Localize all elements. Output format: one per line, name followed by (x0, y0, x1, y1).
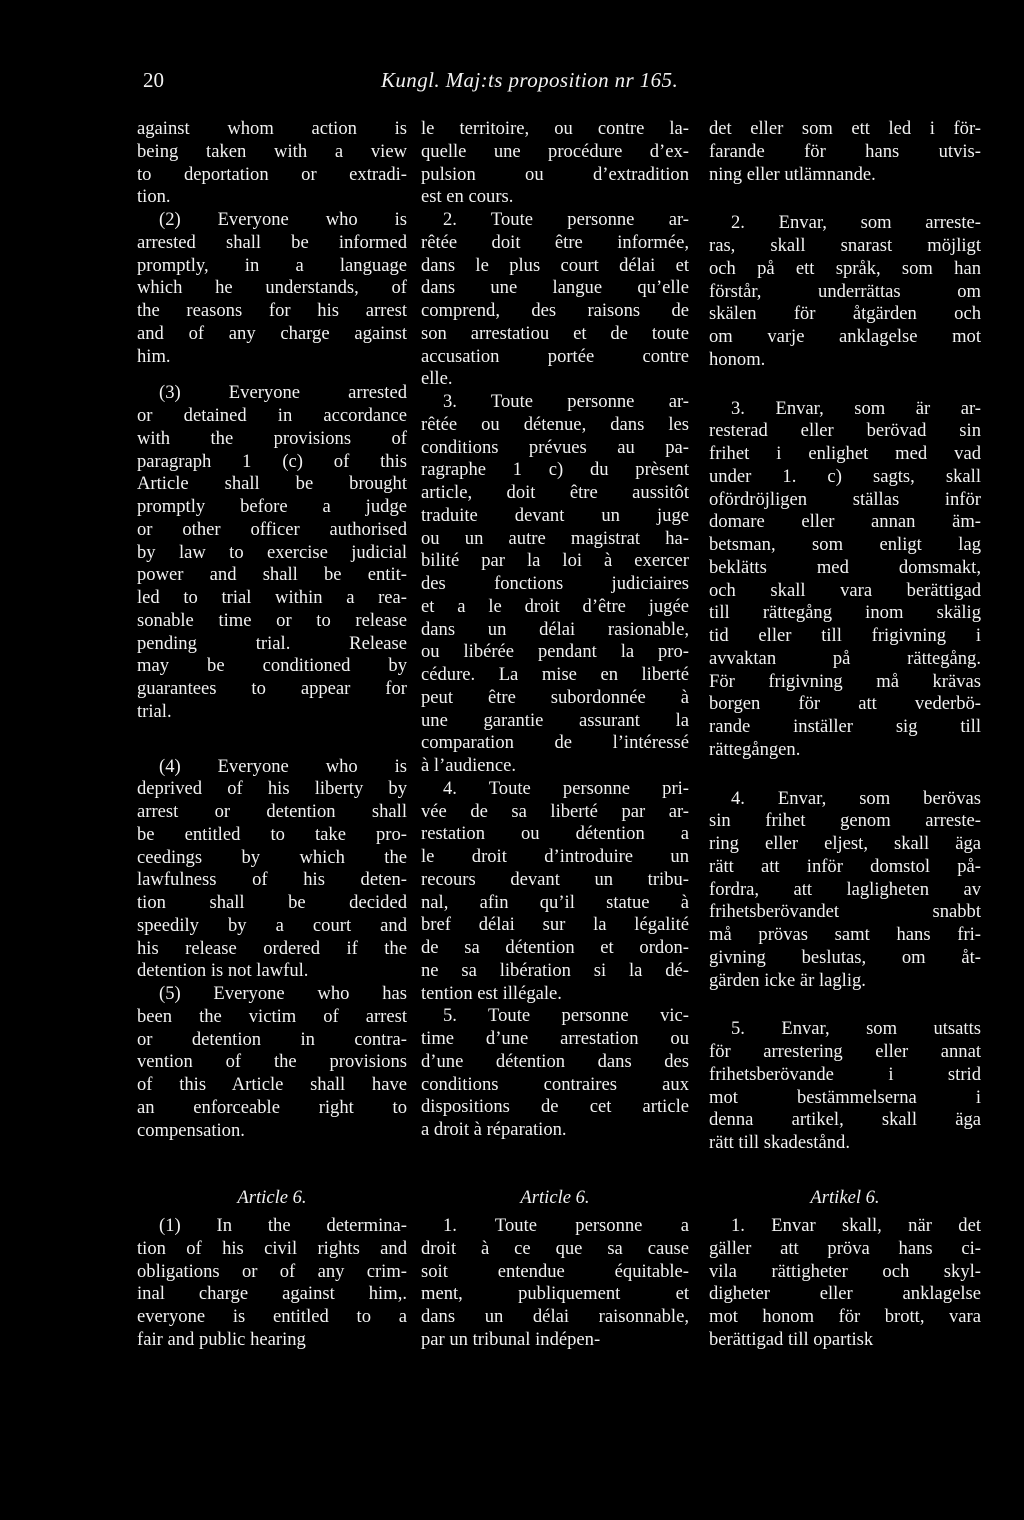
text-line: article, doit être aussitôt (421, 482, 689, 503)
text-line: ofördröjligen ställas inför (709, 488, 981, 510)
english-article-heading: Article 6. (237, 1187, 307, 1208)
text-line: (2) Everyone who is (159, 209, 407, 230)
english-paragraph-3 (137, 382, 407, 723)
text-line: promptly, in a language (137, 254, 407, 276)
text-line: 4. Toute personne pri- (443, 777, 689, 799)
text-line: tion. (137, 186, 171, 208)
text-line: detention is not lawful. (137, 960, 309, 982)
text-line: sonable time or to release (137, 609, 407, 631)
text-line: ning eller utlämnande. (709, 163, 876, 185)
text-line: Article shall be brought (137, 473, 407, 495)
swedish-article-6 (709, 1185, 981, 1352)
text-line: compensation. (137, 1119, 245, 1141)
text-line: 4. Envar, som berövas (731, 787, 981, 809)
text-line: been the victim of arrest (137, 1005, 407, 1027)
swedish-article-6-paragraph-1 (709, 1215, 981, 1352)
text-line: denna artikel, skall äga (709, 1109, 981, 1131)
text-line: 5. Envar, som utsatts (731, 1018, 981, 1040)
text-line: quelle une procédure d’ex- (421, 140, 689, 162)
text-line: rêtée doit être informée, (421, 231, 689, 253)
swedish-column (709, 118, 981, 1155)
text-line: inal charge against him,. (137, 1283, 407, 1305)
french-paragraph-2 (421, 209, 689, 391)
text-line: droit à ce que sa cause (421, 1237, 689, 1259)
text-line: le territoire, ou contre la- (421, 118, 689, 139)
text-line: cédure. La mise en liberté (421, 664, 689, 685)
text-line: arrest or detention shall (137, 801, 407, 822)
text-line: conditions contraires aux (421, 1073, 689, 1095)
text-line: dans le plus court délai et (421, 254, 689, 276)
text-line: arrested shall be informed (137, 231, 407, 253)
text-line: 1. Envar skall, när det (731, 1215, 981, 1236)
text-line: (5) Everyone who has (159, 983, 407, 1004)
text-line: ceedings by which the (137, 846, 407, 868)
text-line: och på ett språk, som han (709, 257, 981, 279)
text-line: peut être subordonnée à (421, 686, 689, 708)
text-line: an enforceable right to (137, 1096, 407, 1118)
text-line: 3. Toute personne ar- (443, 391, 689, 412)
text-line: vée de sa liberté par ar- (421, 800, 689, 822)
text-line: (3) Everyone arrested (159, 382, 407, 404)
text-line: frihetsberövande i strid (709, 1063, 981, 1085)
french-continued-paragraph (421, 118, 689, 209)
text-line: dispositions de cet article (421, 1096, 689, 1118)
text-line: för arrestering eller annat (709, 1041, 981, 1062)
text-line: pending trial. Release (137, 632, 407, 654)
text-line: recours devant un tribu- (421, 868, 689, 890)
text-line: skälen för åtgärden och (709, 303, 981, 325)
text-line: dans un délai rasionable, (421, 618, 689, 640)
text-line: of this Article shall have (137, 1074, 407, 1095)
text-line: est en cours. (421, 186, 514, 208)
text-line: promptly before a judge (137, 496, 407, 517)
text-line: d’une détention dans des (421, 1050, 689, 1072)
text-line: rätt till skadestånd. (709, 1132, 850, 1153)
text-line: nal, afin qu’il statue à (421, 891, 689, 913)
text-line: frihetsberövandet snabbt (709, 901, 981, 923)
page-header (0, 68, 1024, 98)
text-line: (1) In the determina- (159, 1215, 407, 1236)
text-line: the reasons for his arrest (137, 300, 407, 321)
text-line: with the provisions of (137, 427, 407, 449)
text-line: et a le droit d’être jugée (421, 595, 689, 617)
text-line: honom. (709, 348, 766, 370)
text-line: lawfulness of his deten- (137, 869, 407, 891)
text-line: 1. Toute personne a (443, 1215, 689, 1236)
text-line: rätt att inför domstol på- (709, 855, 981, 877)
text-line: par un tribunal indépen- (421, 1328, 601, 1350)
text-line: everyone is entitled to a (137, 1306, 407, 1327)
text-line: vention of the provisions (137, 1051, 407, 1073)
text-line: be entitled to take pro- (137, 823, 407, 845)
text-line: till rättegång inom skälig (709, 602, 981, 624)
english-paragraph-5 (137, 983, 407, 1142)
page-number: 20 (143, 68, 164, 92)
swedish-paragraph-3 (709, 398, 981, 762)
text-line: or detention in contra- (137, 1028, 407, 1050)
french-paragraph-4 (421, 778, 689, 1006)
text-line: ne sa libération si la dé- (421, 959, 689, 981)
text-line: de sa détention et ordon- (421, 937, 689, 958)
text-line: För frigivning må krävas (709, 670, 981, 692)
text-line: och skall vara berättigad (709, 579, 981, 601)
text-line: sin frihet genom arreste- (709, 810, 981, 832)
text-line: or detained in accordance (137, 405, 407, 426)
text-line: gärden icke är laglig. (709, 969, 866, 991)
text-line: le droit d’introduire un (421, 846, 689, 867)
text-line: betsman, som enligt lag (709, 534, 981, 555)
english-paragraph-4 (137, 756, 407, 984)
english-continued-paragraph (137, 118, 407, 209)
text-line: ras, skall snarast möjligt (709, 235, 981, 256)
text-line: ring eller eljest, skall äga (709, 833, 981, 854)
text-line: by law to exercise judicial (137, 541, 407, 563)
swedish-paragraph-4 (709, 788, 981, 993)
text-line: (4) Everyone who is (159, 755, 407, 777)
text-line: elle. (421, 368, 453, 390)
text-line: farande för hans utvis- (709, 140, 981, 162)
text-line: tention est illégale. (421, 982, 562, 1004)
text-line: borgen för att vederbö- (709, 693, 981, 715)
text-line: which he understands, of (137, 277, 407, 299)
text-line: tion of his civil rights and (137, 1237, 407, 1259)
french-paragraph-5 (421, 1005, 689, 1142)
text-line: a droit à réparation. (421, 1119, 567, 1140)
text-line: gäller att pröva hans ci- (709, 1237, 981, 1259)
text-line: traduite devant un juge (421, 504, 689, 526)
text-line: bilité par la loi à exercer (421, 550, 689, 572)
text-line: om varje anklagelse mot (709, 326, 981, 347)
french-column (421, 118, 689, 1142)
text-line: förstår, underrättas om (709, 280, 981, 302)
text-line: des fonctions judiciaires (421, 573, 689, 594)
english-paragraph-2 (137, 209, 407, 368)
text-line: accusation portée contre (421, 345, 689, 367)
swedish-continued-paragraph (709, 118, 981, 186)
text-line: givning beslutas, om åt- (709, 946, 981, 968)
text-line: 5. Toute personne vic- (443, 1005, 689, 1027)
text-line: avvaktan på rättegång. (709, 647, 981, 669)
english-article-6-paragraph-1 (137, 1215, 407, 1352)
text-line: à l’audience. (421, 755, 516, 776)
text-line: under 1. c) sagts, skall (709, 465, 981, 487)
french-article-6 (421, 1185, 689, 1352)
text-line: comparation de l’intéressé (421, 732, 689, 754)
text-line: guarantees to appear for (137, 678, 407, 699)
text-line: conditions prévues au pa- (421, 436, 689, 458)
text-line: tion shall be decided (137, 892, 407, 913)
text-line: soit entendue équitable- (421, 1260, 689, 1282)
text-line: berättigad till opartisk (709, 1328, 874, 1350)
text-line: him. (137, 345, 171, 367)
text-line: resterad eller berövad sin (709, 420, 981, 442)
text-line: pulsion ou d’extradition (421, 163, 689, 185)
text-line: dans une langue qu’elle (421, 277, 689, 299)
text-line: obligations or of any crim- (137, 1260, 407, 1282)
text-line: domare eller annan äm- (709, 511, 981, 533)
text-line: une garantie assurant la (421, 709, 689, 731)
text-line: 3. Envar, som är ar- (731, 397, 981, 419)
running-title: Kungl. Maj:ts proposition nr 165. (381, 68, 679, 92)
text-line: power and shall be entit- (137, 564, 407, 586)
text-line: mot bestämmelserna i (709, 1086, 981, 1108)
text-line: led to trial within a rea- (137, 587, 407, 608)
text-line: beklätts med domsmakt, (709, 556, 981, 578)
text-line: ou libérée pendant la pro- (421, 641, 689, 663)
text-line: son arrestatiou et de toute (421, 322, 689, 344)
text-line: fordra, att lagligheten av (709, 878, 981, 900)
text-line: mot honom för brott, vara (709, 1306, 981, 1327)
text-line: ragraphe 1 c) du prèsent (421, 459, 689, 481)
text-line: to deportation or extradi- (137, 163, 407, 185)
text-line: 2. Toute personne ar- (443, 209, 689, 230)
swedish-paragraph-2 (709, 212, 981, 371)
text-line: vila rättigheter och skyl- (709, 1260, 981, 1282)
text-line: being taken with a view (137, 140, 407, 162)
text-line: speedily by a court and (137, 914, 407, 936)
text-line: restation ou détention a (421, 823, 689, 845)
text-line: tid eller till frigivning i (709, 625, 981, 646)
text-line: or other officer authorised (137, 518, 407, 540)
text-line: frihet i enlighet med vad (709, 443, 981, 464)
text-line: dans un délai raisonnable, (421, 1306, 689, 1327)
text-line: trial. (137, 700, 172, 722)
text-line: bref délai sur la légalité (421, 914, 689, 936)
text-line: fair and public hearing (137, 1328, 306, 1350)
text-line: rättegången. (709, 738, 801, 760)
text-line: ou un autre magistrat ha- (421, 527, 689, 549)
text-line: paragraph 1 (c) of this (137, 450, 407, 472)
text-line: ment, publiquement et (421, 1283, 689, 1305)
text-line: against whom action is (137, 118, 407, 139)
text-line: må prövas samt hans fri- (709, 924, 981, 945)
text-line: rande inställer sig till (709, 716, 981, 737)
text-line: deprived of his liberty by (137, 778, 407, 800)
swedish-article-heading: Artikel 6. (810, 1187, 880, 1208)
text-line: and of any charge against (137, 322, 407, 344)
english-article-6 (137, 1185, 407, 1352)
swedish-paragraph-5 (709, 1018, 981, 1155)
french-article-6-paragraph-1 (421, 1215, 689, 1352)
text-line: digheter eller anklagelse (709, 1283, 981, 1305)
text-line: comprend, des raisons de (421, 300, 689, 321)
text-line: rêtée ou détenue, dans les (421, 413, 689, 435)
french-article-heading: Article 6. (520, 1187, 590, 1208)
text-line: time d’une arrestation ou (421, 1028, 689, 1049)
text-line: det eller som ett led i för- (709, 118, 981, 139)
text-line: his release ordered if the (137, 937, 407, 959)
english-column (137, 118, 407, 1142)
french-paragraph-3 (421, 391, 689, 778)
text-line: 2. Envar, som arreste- (731, 212, 981, 234)
text-line: may be conditioned by (137, 655, 407, 677)
